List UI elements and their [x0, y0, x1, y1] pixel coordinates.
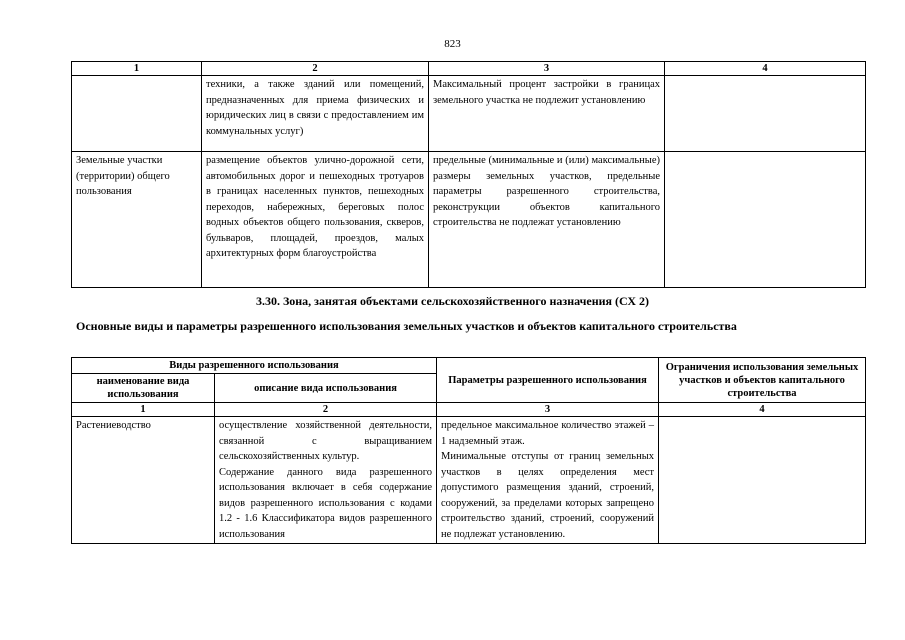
use-parameters: Максимальный процент застройки в границах земельного участка не подлежит установлению [429, 76, 665, 152]
use-type-name: Земельные участки (территории) общего пользования [72, 152, 202, 288]
section-title: Основные виды и параметры разрешенного использования земельных участков и объектов капитального строительства [76, 319, 737, 333]
column-number: 4 [659, 403, 866, 417]
column-number: 2 [215, 403, 437, 417]
table-continuation [71, 61, 866, 288]
use-type-description: размещение объектов улично-дорожной сети, автомобильных дорог и пешеходных тротуаров в границах населенных пунктов, пешеходных переходов, набережных, береговых полос водных объектов общего пользования, скверов, бульваров, площадей, проездов, малых архитектурных форм благоустройства [202, 152, 429, 288]
use-type-name [72, 76, 202, 152]
column-number: 3 [429, 62, 665, 76]
header-restrictions: Ограничения использования земельных участков и объектов капитального строительства [659, 358, 866, 403]
column-number: 1 [72, 62, 202, 76]
header-parameters: Параметры разрешенного использования [437, 358, 659, 403]
parameters-paragraph: предельное максимальное количество этажей – 1 надземный этаж. [441, 420, 655, 447]
description-paragraph: осуществление хозяйственной деятельности, связанной с выращиванием сельскохозяйственных культур. [219, 420, 433, 462]
column-number: 3 [437, 403, 659, 417]
use-type-name: Растениеводство [72, 417, 215, 544]
column-number: 2 [202, 62, 429, 76]
use-parameters: предельные (минимальные и (или) максимальные) размеры земельных участков, предельные параметры разрешенного строительства, реконструкции объектов капитального строительства не подлежат установлению [429, 152, 665, 288]
column-number: 1 [72, 403, 215, 417]
table-main-uses [71, 357, 866, 544]
use-restrictions [665, 152, 866, 288]
header-name: наименование вида использования [72, 374, 215, 403]
use-type-description [215, 417, 437, 544]
table-row [72, 417, 866, 544]
header-description: описание вида использования [215, 374, 437, 403]
use-parameters [437, 417, 659, 544]
table-column-numbers [72, 62, 866, 76]
table-row [72, 152, 866, 288]
parameters-paragraph: Минимальные отступы от границ земельных участков в целях определения мест допустимого размещения зданий, строений, сооружений, за пределами которых запрещено строительство зданий, строений, сооружений не подлежат установлению. [441, 451, 655, 540]
description-paragraph: Содержание данного вида разрешенного использования включает в себя содержание видов разрешенного использования с кодами 1.2 - 1.6 Классификатора видов разрешенного использования [219, 466, 433, 540]
table-header-row [72, 358, 866, 374]
column-number: 4 [665, 62, 866, 76]
page-number: 823 [444, 38, 461, 50]
table-column-numbers [72, 403, 866, 417]
zone-title: 3.30. Зона, занятая объектами сельскохозяйственного назначения (СХ 2) [255, 294, 650, 308]
header-types-group: Виды разрешенного использования [72, 358, 437, 374]
use-type-description: техники, а также зданий или помещений, предназначенных для приема физических и юридических лиц в связи с предоставлением им коммунальных услуг) [202, 76, 429, 152]
use-restrictions [659, 417, 866, 544]
table-row [72, 76, 866, 152]
use-restrictions [665, 76, 866, 152]
